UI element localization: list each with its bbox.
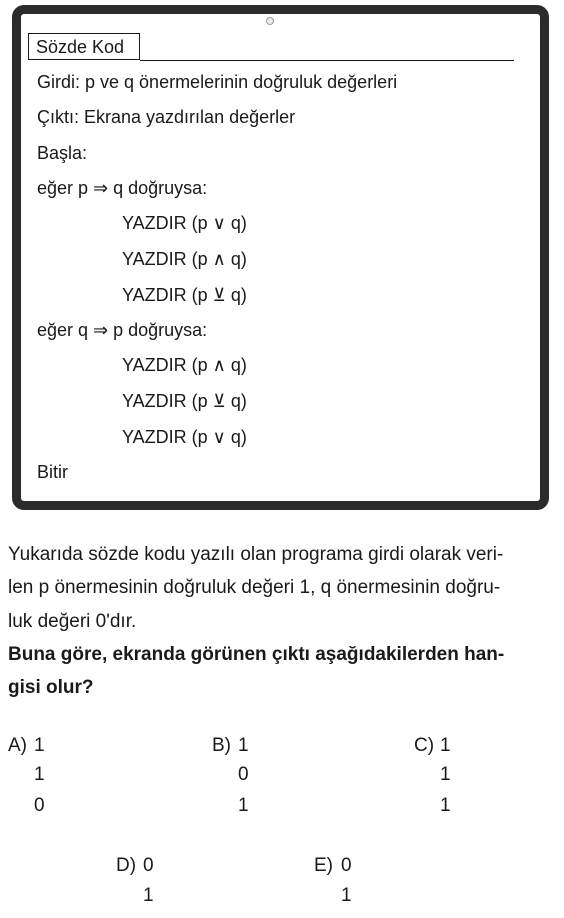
option-value: 0	[143, 855, 154, 876]
option-value: 0	[238, 764, 249, 785]
camera-dot	[266, 17, 274, 25]
option-value: 1	[34, 735, 45, 756]
option-label: E)	[314, 855, 333, 876]
pseudocode-title: Sözde Kod	[28, 33, 140, 60]
option-value: 1	[440, 795, 451, 816]
option-label: C)	[414, 735, 435, 756]
question-prompt-line: Buna göre, ekranda görünen çıktı aşağıdakilerden han-	[8, 644, 505, 665]
code-line-if-q-implies-p: eğer q ⇒ p doğruysa:	[37, 320, 208, 340]
question-text-line: luk değeri 0'dır.	[8, 611, 137, 632]
option-value: 0	[341, 855, 352, 876]
code-line-input: Girdi: p ve q önermelerinin doğruluk değerleri	[37, 72, 398, 92]
option-label: A)	[8, 735, 27, 756]
option-value: 1	[440, 735, 451, 756]
option-label: B)	[212, 735, 231, 756]
option-value: 0	[34, 795, 45, 816]
option-value: 1	[34, 764, 45, 785]
option-label: D)	[116, 855, 137, 876]
option-value: 1	[238, 735, 249, 756]
code-line-end: Bitir	[37, 462, 68, 482]
code-line-output: Çıktı: Ekrana yazdırılan değerler	[37, 107, 296, 127]
code-line-print: YAZDIR (p ⊻ q)	[122, 285, 247, 305]
code-line-print: YAZDIR (p ∧ q)	[122, 249, 247, 269]
option-value: 1	[143, 885, 154, 906]
code-line-begin: Başla:	[37, 143, 88, 163]
option-value: 1	[238, 795, 249, 816]
code-line-print: YAZDIR (p ∨ q)	[122, 427, 247, 447]
question-text-line: len p önermesinin doğruluk değeri 1, q önermesinin doğru-	[8, 577, 501, 598]
option-value: 1	[341, 885, 352, 906]
question-prompt-line: gisi olur?	[8, 677, 94, 698]
option-value: 1	[440, 764, 451, 785]
code-line-if-p-implies-q: eğer p ⇒ q doğruysa:	[37, 178, 208, 198]
code-line-print: YAZDIR (p ∨ q)	[122, 213, 247, 233]
code-line-print: YAZDIR (p ∧ q)	[122, 355, 247, 375]
question-text-line: Yukarıda sözde kodu yazılı olan programa girdi olarak veri-	[8, 544, 504, 565]
title-underline	[140, 60, 514, 61]
code-line-print: YAZDIR (p ⊻ q)	[122, 391, 247, 411]
